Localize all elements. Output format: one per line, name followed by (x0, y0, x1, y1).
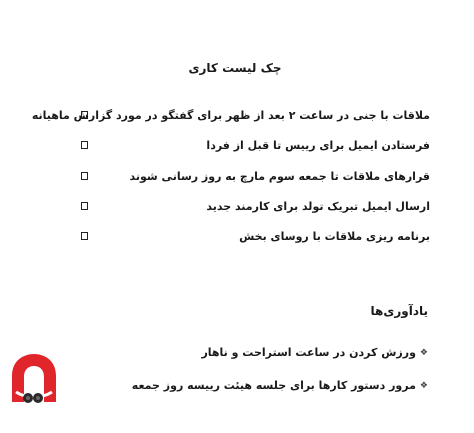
checklist-item-text: فرستادن ایمیل برای رییس تا قبل از فردا (206, 139, 430, 152)
checklist-item-text: ارسال ایمیل تبریک تولد برای کارمند جدید (206, 200, 430, 213)
checkbox[interactable] (81, 232, 88, 240)
note-item (132, 375, 428, 393)
checklist-item (70, 169, 430, 187)
notes-heading: یادآوری‌ها (370, 304, 428, 318)
checklist-item (70, 229, 430, 247)
checklist-item (31, 108, 430, 126)
note-text: ورزش کردن در ساعت استراحت و ناهار (201, 346, 416, 359)
checklist-item-text: برنامه ریزی ملاقات با روسای بخش (239, 230, 430, 243)
checkbox[interactable] (81, 141, 88, 149)
checkbox[interactable] (81, 202, 88, 210)
note-text: مرور دستور کارها برای جلسه هیئت رییسه روز جمعه (131, 379, 416, 392)
bullet-icon: ❖ (419, 380, 428, 391)
checklist-item (70, 199, 430, 217)
logo-icon (6, 352, 62, 406)
checklist-item-text: قرارهای ملاقات تا جمعه سوم مارچ به روز رسانی شوند (129, 170, 430, 183)
page-title: چک لیست کاری (188, 61, 282, 75)
checklist-item-text: ملاقات با جنی در ساعت ۲ بعد از ظهر برای گفتگو در مورد گزارش ماهیانه (31, 109, 430, 122)
checklist-item (70, 138, 430, 156)
note-item (201, 342, 428, 360)
checkbox[interactable] (81, 172, 88, 180)
bullet-icon: ❖ (419, 347, 428, 358)
